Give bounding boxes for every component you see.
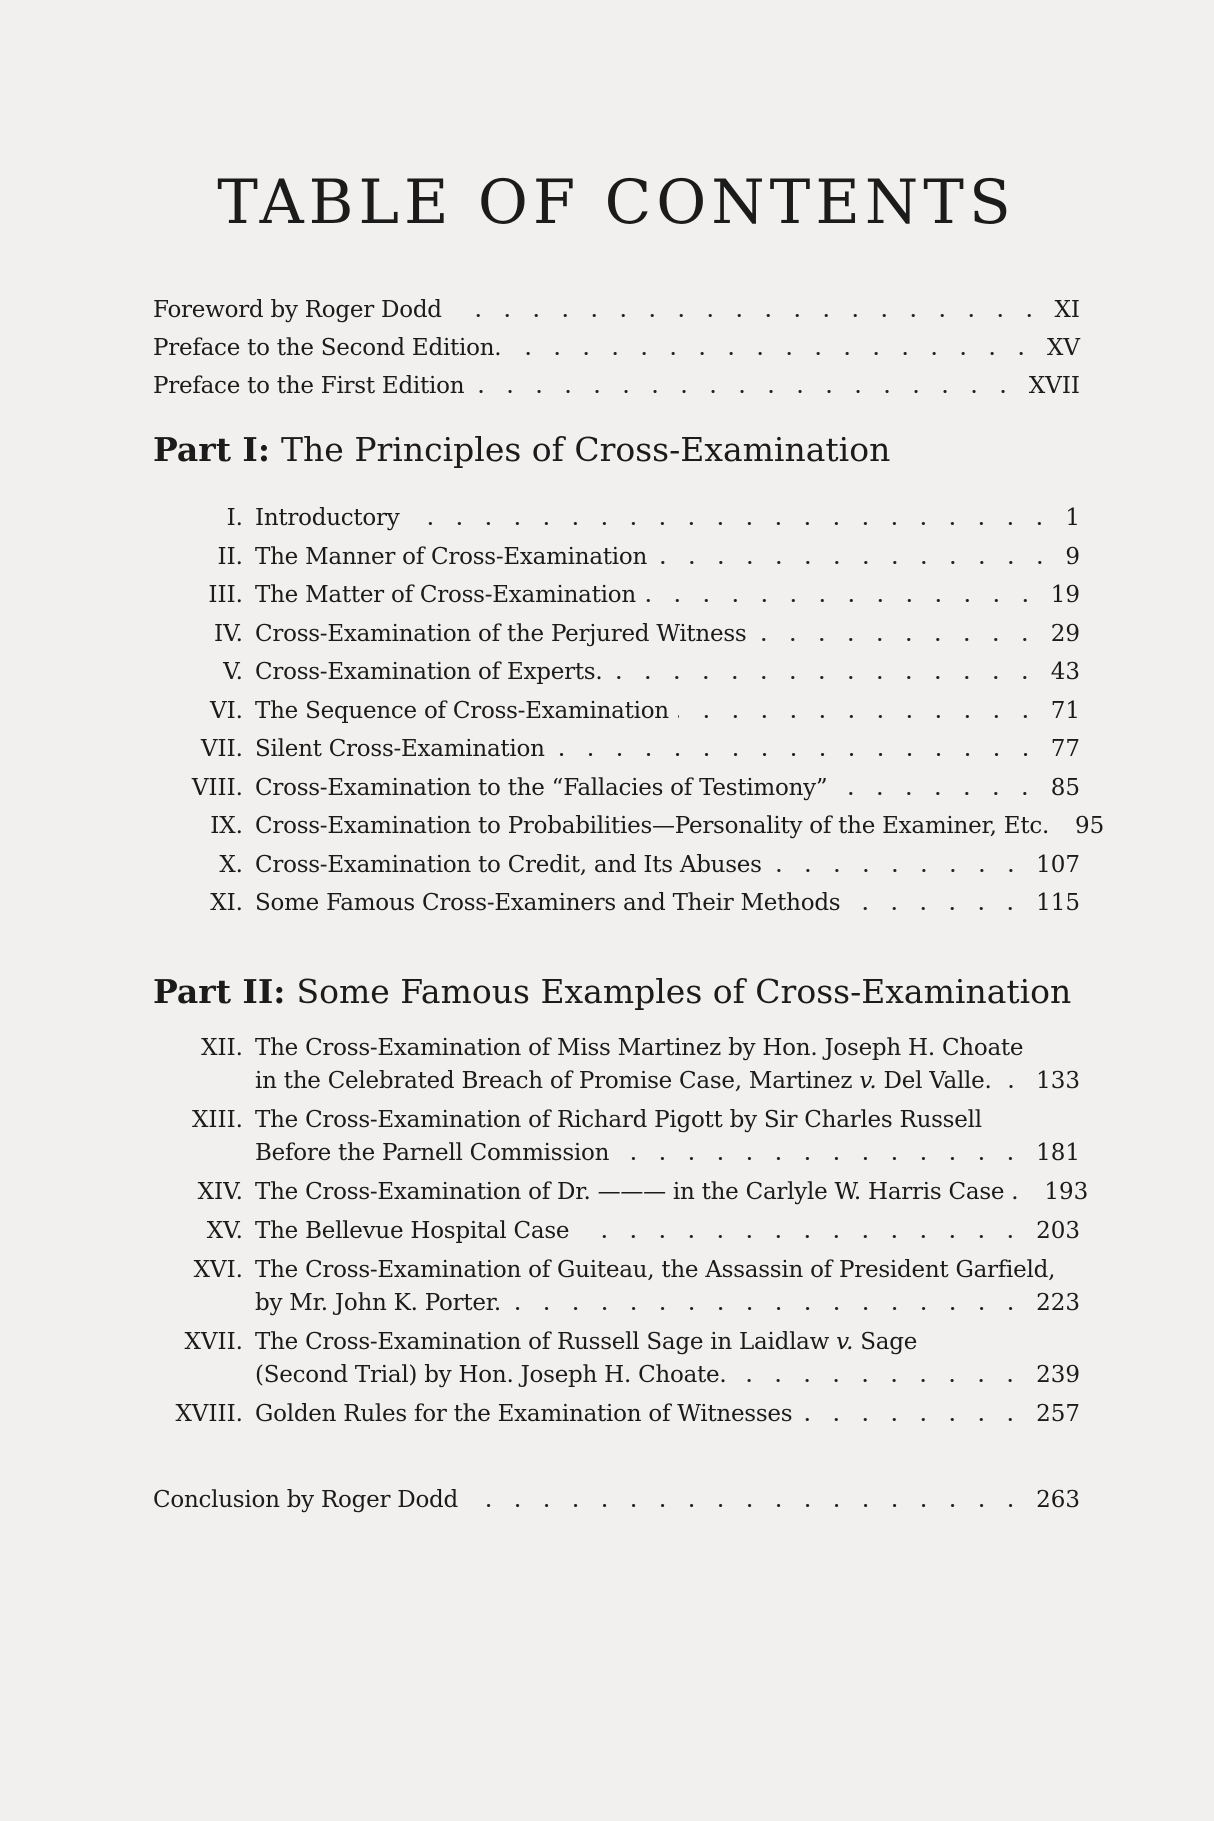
page-number: 193 (1044, 1178, 1089, 1205)
dot-leader (678, 715, 1044, 718)
dot-leader (611, 676, 1043, 679)
page-number: 85 (1050, 774, 1080, 801)
entry-label: Foreword by Roger Dodd (153, 297, 442, 323)
chapter-row-13-line-1 (153, 1104, 1080, 1137)
dot-leader (1058, 830, 1068, 833)
chapter-row-8 (153, 769, 1080, 808)
chapter-title-continuation: (Second Trial) by Hon. Joseph H. Choate. (255, 1361, 727, 1388)
chapter-title: The Bellevue Hospital Case (255, 1217, 570, 1244)
chapter-row-17-line-1 (153, 1326, 1080, 1359)
chapter-entry-12 (153, 1032, 1080, 1098)
chapter-entry-17 (153, 1326, 1080, 1392)
page-number: 115 (1036, 890, 1080, 916)
chapter-entry-14 (153, 1176, 1089, 1209)
chapter-row-18 (153, 1398, 1080, 1431)
chapter-title: The Cross-Examination of Guiteau, the Assassin of President Garfield, (255, 1256, 1056, 1283)
chapter-entry-18 (153, 1398, 1080, 1431)
chapter-title: The Cross-Examination of Miss Martinez by Hon. Joseph H. Choate (255, 1034, 1024, 1061)
chapter-title: The Matter of Cross-Examination (255, 582, 636, 608)
dot-leader (408, 522, 1058, 525)
chapter-title: The Cross-Examination of Dr. ——— in the Carlyle W. Harris Case . (255, 1178, 1019, 1205)
chapter-numeral: XIII. (192, 1106, 243, 1133)
dot-leader (510, 1307, 1029, 1310)
chapter-title: The Cross-Examination of Richard Pigott by Sir Charles Russell (255, 1106, 982, 1133)
part-1-heading (153, 429, 1080, 471)
chapter-title: Cross-Examination of Experts. (255, 659, 603, 685)
chapter-row-16-line-1 (153, 1254, 1080, 1287)
chapter-numeral: III. (208, 582, 243, 608)
front-matter-section (153, 291, 1080, 405)
chapter-row-5 (153, 653, 1080, 692)
dot-leader (735, 1379, 1029, 1382)
chapter-row-17-line-2 (153, 1359, 1080, 1392)
chapter-numeral: VIII. (191, 774, 243, 801)
chapter-title-continuation (255, 1065, 992, 1098)
dot-leader (467, 1504, 1029, 1507)
chapter-numeral: XV. (206, 1217, 243, 1244)
page-number: 107 (1036, 851, 1080, 878)
part-1-chapter-list (153, 499, 1105, 923)
chapter-row-9 (153, 807, 1105, 846)
chapter-row-2 (153, 538, 1080, 577)
dot-leader (451, 314, 1048, 317)
dot-leader (618, 1157, 1029, 1160)
title-italic-v: v. (859, 1067, 877, 1094)
dot-leader (755, 638, 1043, 641)
dot-leader (1001, 1085, 1030, 1088)
dot-leader (1027, 1196, 1037, 1199)
chapter-numeral: XVII. (184, 1328, 243, 1355)
title-italic-v: v. (836, 1328, 854, 1355)
dot-leader (836, 792, 1043, 795)
chapter-numeral: XI. (210, 890, 243, 916)
dot-leader (771, 869, 1029, 872)
chapter-numeral: X. (219, 851, 243, 878)
page-number: 71 (1050, 697, 1080, 724)
page-number: 19 (1050, 582, 1080, 608)
page-number: 77 (1050, 736, 1080, 762)
dot-leader (578, 1235, 1029, 1238)
page-number: 1 (1065, 505, 1080, 531)
page-number: XVII (1028, 373, 1080, 399)
chapter-title (255, 1326, 917, 1359)
part-2-chapter-list (153, 1032, 1089, 1431)
chapter-entry-16 (153, 1254, 1080, 1320)
chapter-title: Cross-Examination to the “Fallacies of Testimony” (255, 774, 828, 801)
toc-entry-preface-second (153, 329, 1080, 367)
dot-leader (473, 390, 1022, 393)
toc-entry-foreword (153, 291, 1080, 329)
chapter-title: Golden Rules for the Examination of Witnesses (255, 1400, 793, 1427)
chapter-row-14 (153, 1176, 1089, 1209)
page-number: 223 (1036, 1289, 1080, 1316)
chapter-row-16-line-2 (153, 1287, 1080, 1320)
chapter-row-6 (153, 692, 1080, 731)
title-text: in the Celebrated Breach of Promise Case, Martinez (255, 1067, 860, 1094)
chapter-row-3 (153, 576, 1080, 615)
dot-leader (801, 1418, 1029, 1421)
page-number: 43 (1050, 659, 1080, 685)
part-title: Some Famous Examples of Cross-Examination (296, 971, 1072, 1011)
chapter-numeral: XVIII. (175, 1400, 243, 1427)
dot-leader (656, 561, 1058, 564)
chapter-title: Cross-Examination of the Perjured Witness (255, 620, 747, 647)
part-label: Part I: (153, 430, 271, 469)
page-number: 239 (1036, 1361, 1080, 1388)
page-number: 263 (1036, 1486, 1080, 1513)
page-number: 203 (1036, 1217, 1080, 1244)
chapter-row-4 (153, 615, 1080, 654)
chapter-title: The Manner of Cross-Examination (255, 543, 648, 570)
toc-entry-conclusion (153, 1481, 1080, 1519)
chapter-numeral: I. (226, 505, 243, 531)
dot-leader (645, 599, 1044, 602)
chapter-row-7 (153, 730, 1080, 769)
chapter-numeral: XVI. (193, 1256, 243, 1283)
chapter-numeral: II. (217, 543, 243, 570)
chapter-row-12-line-2 (153, 1065, 1080, 1098)
chapter-title: Some Famous Cross-Examiners and Their Methods (255, 890, 841, 916)
page-number: 29 (1050, 620, 1080, 647)
toc-page (153, 0, 1105, 1519)
page-number: 133 (1036, 1067, 1080, 1094)
page-number: 95 (1075, 813, 1105, 839)
title-text: The Cross-Examination of Russell Sage in Laidlaw (255, 1328, 837, 1355)
chapter-numeral: XIV. (197, 1178, 243, 1205)
chapter-numeral: IV. (214, 620, 243, 647)
chapter-row-12-line-1 (153, 1032, 1080, 1065)
chapter-row-13-line-2 (153, 1137, 1080, 1170)
chapter-title: Cross-Examination to Credit, and Its Abuses (255, 851, 762, 878)
page-number: XI (1054, 297, 1080, 323)
chapter-row-10 (153, 846, 1080, 885)
page-number: XV (1047, 335, 1080, 361)
page-title: TABLE OF CONTENTS (217, 167, 1016, 238)
title-text: Sage (853, 1328, 918, 1355)
entry-label: Preface to the Second Edition. (153, 335, 502, 361)
chapter-title-continuation: Before the Parnell Commission (255, 1139, 610, 1166)
chapter-entry-13 (153, 1104, 1080, 1170)
dot-leader (510, 352, 1040, 355)
chapter-title: Silent Cross-Examination (255, 736, 545, 762)
part-2-heading (153, 971, 1080, 1013)
chapter-row-15 (153, 1215, 1080, 1248)
toc-entry-preface-first (153, 367, 1080, 405)
page-number: 9 (1065, 543, 1080, 570)
chapter-title: Introductory (255, 505, 400, 531)
chapter-entry-15 (153, 1215, 1080, 1248)
entry-label: Conclusion by Roger Dodd (153, 1486, 459, 1513)
chapter-title-continuation: by Mr. John K. Porter. (255, 1289, 501, 1316)
chapter-title: Cross-Examination to Probabilities—Personality of the Examiner, Etc. (255, 813, 1050, 839)
chapter-numeral: XII. (201, 1034, 243, 1061)
chapter-row-1 (153, 499, 1080, 538)
page-number: 181 (1036, 1139, 1080, 1166)
title-text: Del Valle. (876, 1067, 992, 1094)
chapter-numeral: VII. (200, 736, 243, 762)
chapter-row-11 (153, 884, 1080, 923)
part-title: The Principles of Cross-Examination (281, 430, 891, 469)
chapter-numeral: IX. (210, 813, 243, 839)
part-label: Part II: (153, 971, 286, 1011)
page-number: 257 (1036, 1400, 1080, 1427)
chapter-numeral: V. (223, 659, 243, 685)
dot-leader (849, 907, 1029, 910)
chapter-title: The Sequence of Cross-Examination (255, 697, 669, 724)
chapter-numeral: VI. (209, 697, 243, 724)
dot-leader (554, 753, 1044, 756)
entry-label: Preface to the First Edition (153, 373, 465, 399)
